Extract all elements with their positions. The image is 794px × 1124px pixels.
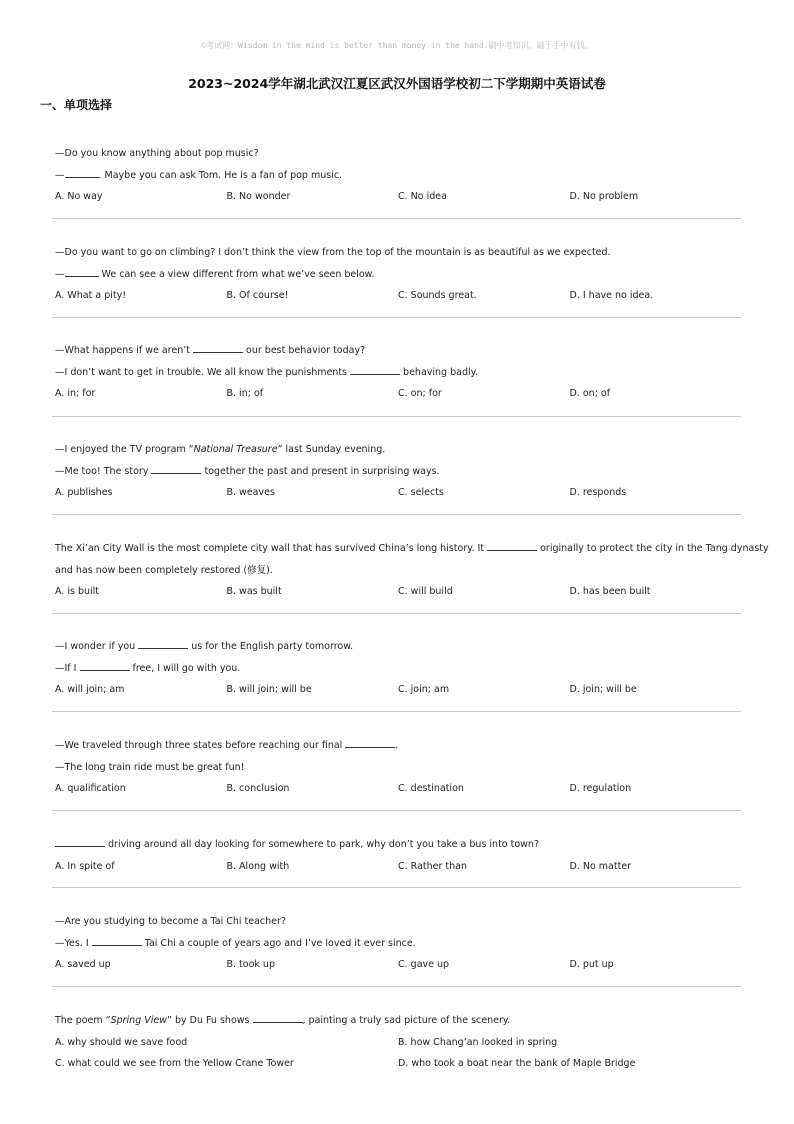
answer-blank[interactable] — [350, 364, 400, 375]
option-b[interactable]: B. took up — [226, 959, 275, 971]
divider — [52, 317, 741, 318]
option-d[interactable]: D. regulation — [569, 783, 632, 795]
divider — [52, 218, 741, 219]
question-5 — [55, 538, 769, 603]
divider — [52, 711, 741, 712]
poem-name: Spring View — [110, 1015, 168, 1026]
question-line: —Do you want to go on climbing? I don’t think the view from the top of the mountain is as beautiful as we expected. — [55, 247, 611, 258]
option-a[interactable]: A. In spite of — [55, 860, 115, 872]
option-c[interactable]: C. selects — [398, 487, 444, 499]
question-1 — [55, 143, 745, 208]
option-a[interactable]: A. No way — [55, 191, 103, 203]
answer-blank[interactable] — [253, 1012, 303, 1023]
question-line: — We can see a view different from what we’ve seen below. — [55, 264, 745, 286]
answer-blank[interactable] — [151, 463, 201, 474]
answer-blank[interactable] — [487, 540, 537, 551]
option-a[interactable]: A. publishes — [55, 487, 113, 499]
question-line: —I wonder if you us for the English party tomorrow. — [55, 636, 745, 658]
question-line: —Do you know anything about pop music? — [55, 148, 259, 159]
question-line: and has now been completely restored (修复). — [55, 564, 273, 576]
question-line: The poem “Spring View” by Du Fu shows , painting a truly sad picture of the scenery. — [55, 1010, 745, 1032]
option-d[interactable]: D. who took a boat near the bank of Maple Bridge — [398, 1058, 636, 1070]
option-c[interactable]: C. will build — [398, 586, 453, 598]
question-8 — [55, 834, 745, 877]
question-line: —The long train ride must be great fun! — [55, 761, 245, 773]
option-c[interactable]: C. Sounds great. — [398, 290, 477, 302]
option-d[interactable]: D. No problem — [569, 191, 639, 203]
answer-blank[interactable] — [80, 660, 130, 671]
answer-blank[interactable] — [345, 737, 395, 748]
option-c[interactable]: C. No idea — [398, 191, 447, 203]
option-c[interactable]: C. join; am — [398, 684, 450, 696]
question-10 — [55, 1010, 745, 1075]
section-title: 一、单项选择 — [40, 98, 113, 112]
option-d[interactable]: D. join; will be — [569, 684, 637, 696]
question-3 — [55, 340, 745, 405]
option-b[interactable]: B. how Chang’an looked in spring — [398, 1036, 558, 1048]
question-line: —If I free, I will go with you. — [55, 658, 745, 680]
option-a[interactable]: A. why should we save food — [55, 1036, 188, 1048]
question-line: —Me too! The story together the past and present in surprising ways. — [55, 461, 745, 483]
option-d[interactable]: D. responds — [569, 487, 627, 499]
divider — [52, 887, 741, 888]
option-a[interactable]: A. in; for — [55, 388, 96, 400]
watermark: ©考试网：Wisdom in the mind is better than money in the hand.刷中考知识，敲于手中有钱。 — [201, 41, 593, 50]
page-title: 2023~2024学年湖北武汉江夏区武汉外国语学校初二下学期期中英语试卷 — [188, 76, 606, 91]
question-2 — [55, 242, 745, 307]
option-d[interactable]: D. No matter — [569, 860, 632, 872]
answer-blank[interactable] — [65, 266, 99, 277]
option-b[interactable]: B. conclusion — [226, 783, 290, 795]
divider — [52, 416, 741, 417]
option-c[interactable]: C. what could we see from the Yellow Crane Tower — [55, 1058, 294, 1070]
answer-blank[interactable] — [92, 935, 142, 946]
question-line: —What happens if we aren’t our best behavior today? — [55, 340, 745, 362]
question-line: —Yes. I Tai Chi a couple of years ago and I’ve loved it ever since. — [55, 933, 745, 955]
answer-blank[interactable] — [193, 342, 243, 353]
question-6 — [55, 636, 745, 701]
option-c[interactable]: C. on; for — [398, 388, 442, 400]
question-line: —We traveled through three states before reaching our final . — [55, 735, 745, 757]
question-7 — [55, 735, 745, 800]
divider — [52, 986, 741, 987]
answer-blank[interactable] — [65, 167, 99, 178]
option-a[interactable]: A. is built — [55, 586, 100, 598]
question-4 — [55, 439, 745, 504]
question-line: The Xi’an City Wall is the most complete city wall that has survived China’s long history. It originally to protect the city in the Tang dynasty — [55, 538, 745, 560]
option-b[interactable]: B. will join; will be — [226, 684, 312, 696]
option-a[interactable]: A. will join; am — [55, 684, 125, 696]
option-b[interactable]: B. was built — [226, 586, 282, 598]
option-b[interactable]: B. weaves — [226, 487, 275, 499]
question-9 — [55, 911, 745, 976]
option-a[interactable]: A. qualification — [55, 783, 126, 795]
option-c[interactable]: C. Rather than — [398, 860, 467, 872]
question-line: —I enjoyed the TV program “National Treasure” last Sunday evening. — [55, 444, 386, 455]
option-b[interactable]: B. in; of — [226, 388, 264, 400]
option-d[interactable]: D. on; of — [569, 388, 611, 400]
option-c[interactable]: C. gave up — [398, 959, 450, 971]
question-line: driving around all day looking for somewhere to park, why don’t you take a bus into town? — [55, 834, 745, 856]
answer-blank[interactable] — [138, 638, 188, 649]
option-b[interactable]: B. Along with — [226, 860, 290, 872]
divider — [52, 514, 741, 515]
option-b[interactable]: B. No wonder — [226, 191, 291, 203]
divider — [52, 810, 741, 811]
option-b[interactable]: B. Of course! — [226, 290, 289, 302]
option-d[interactable]: D. put up — [569, 959, 614, 971]
option-a[interactable]: A. What a pity! — [55, 290, 127, 302]
divider — [52, 613, 741, 614]
question-line: —Are you studying to become a Tai Chi teacher? — [55, 916, 286, 927]
option-c[interactable]: C. destination — [398, 783, 464, 795]
answer-blank[interactable] — [55, 836, 105, 847]
program-name: National Treasure — [193, 444, 278, 455]
option-d[interactable]: D. I have no idea. — [569, 290, 654, 302]
question-line: — . Maybe you can ask Tom. He is a fan of pop music. — [55, 165, 745, 187]
option-a[interactable]: A. saved up — [55, 959, 111, 971]
option-d[interactable]: D. has been built — [569, 586, 651, 598]
question-line: —I don’t want to get in trouble. We all know the punishments behaving badly. — [55, 362, 745, 384]
